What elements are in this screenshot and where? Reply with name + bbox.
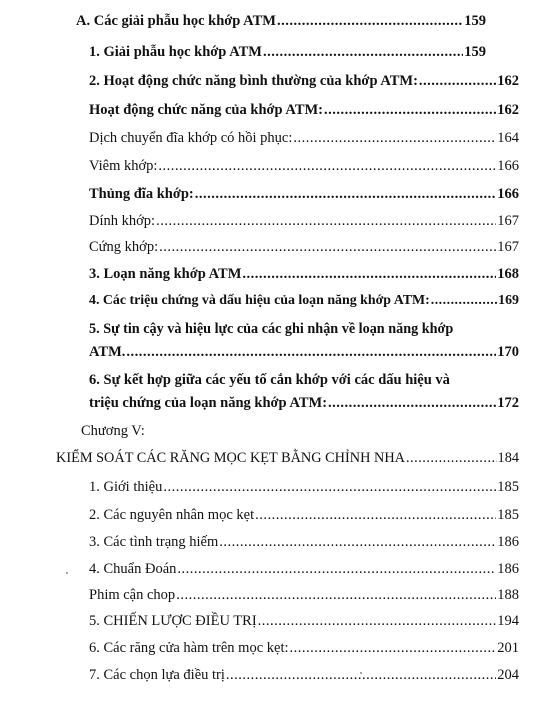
- toc-entry: [89, 101, 519, 119]
- toc-entry-title: 7. Các chọn lựa điều trị: [89, 667, 225, 683]
- toc-entry-title: 6. Các răng cửa hàm trên mọc kẹt:: [89, 640, 289, 656]
- toc-leader: [406, 449, 497, 467]
- toc-entry-line: [89, 320, 453, 338]
- toc-page-number: 159: [464, 44, 486, 60]
- toc-leader: [176, 586, 496, 604]
- toc-entry-title: 6. Sự kết hợp giữa các yếu tố cắn khớp với các dấu hiệu và: [89, 372, 450, 388]
- toc-entry: [89, 586, 519, 604]
- toc-page-number: 184: [497, 450, 519, 466]
- toc-page-number: 166: [497, 186, 519, 202]
- toc-page-number: 162: [497, 102, 519, 118]
- toc-page-number: 159: [464, 13, 486, 29]
- toc-entry-title: 3. Các tình trạng hiếm: [89, 534, 219, 550]
- toc-entry-title: 4. Chuẩn Đoán: [89, 561, 177, 577]
- toc-leader: [156, 212, 496, 230]
- toc-entry: [89, 157, 519, 175]
- toc-page-number: 166: [497, 158, 519, 174]
- toc-leader: [126, 343, 496, 361]
- toc-entry-title: Phim cận chop: [89, 587, 176, 603]
- toc-entry-title: KIỂM SOÁT CÁC RĂNG MỌC KẸT BẰNG CHỈNH NHA: [56, 450, 405, 466]
- toc-leader: [159, 238, 496, 256]
- scan-speck: [66, 572, 68, 574]
- toc-entry: [89, 129, 519, 147]
- toc-page-number: 167: [497, 213, 519, 229]
- toc-entry: [89, 639, 519, 657]
- toc-leader: [293, 129, 496, 147]
- toc-entry: [89, 506, 519, 524]
- toc-entry-title: Hoạt động chức năng của khớp ATM:: [89, 102, 324, 118]
- toc-leader: [242, 265, 496, 283]
- toc-page-number: 169: [498, 293, 519, 308]
- toc-leader: [195, 185, 496, 203]
- toc-page-number: 168: [497, 266, 519, 282]
- toc-leader: [158, 157, 496, 175]
- toc-entry-title: 3. Loạn năng khớp ATM: [89, 266, 242, 282]
- toc-page-number: 185: [497, 479, 519, 495]
- toc-entry: [89, 292, 519, 310]
- scan-speck: [360, 672, 362, 674]
- toc-entry: [89, 238, 519, 256]
- toc-leader: [290, 639, 497, 657]
- toc-page-number: 172: [497, 395, 519, 411]
- toc-leader: [226, 666, 496, 684]
- toc-leader: [431, 292, 497, 310]
- toc-leader: [255, 506, 496, 524]
- toc-entry: [89, 343, 519, 361]
- toc-entry-title: Dính khớp:: [89, 213, 156, 229]
- toc-page-number: 201: [497, 640, 519, 656]
- toc-entry-title: 2. Các nguyên nhân mọc kẹt: [89, 507, 255, 523]
- toc-entry: [89, 394, 519, 412]
- toc-leader: [277, 12, 463, 30]
- toc-entry-title: Dịch chuyển đĩa khớp có hồi phục:: [89, 130, 293, 146]
- toc-entry: [89, 533, 519, 551]
- toc-leader: [324, 101, 496, 119]
- toc-entry: [89, 612, 519, 630]
- toc-entry-title: 5. Sự tin cậy và hiệu lực của các ghi nhận về loạn năng khớp: [89, 321, 454, 337]
- toc-entry-title: ATM.: [89, 344, 126, 360]
- toc-entry: [89, 72, 519, 90]
- toc-page-number: 167: [497, 239, 519, 255]
- toc-page-number: 185: [497, 507, 519, 523]
- toc-leader: [219, 533, 496, 551]
- toc-entry-title: Thủng đĩa khớp:: [89, 186, 194, 202]
- toc-entry: [89, 478, 519, 496]
- toc-entry-title: triệu chứng của loạn năng khớp ATM:: [89, 395, 328, 411]
- toc-entry: [56, 449, 519, 467]
- toc-entry: [89, 666, 519, 684]
- toc-entry: [76, 12, 486, 30]
- toc-leader: [177, 560, 496, 578]
- toc-leader: [263, 43, 463, 61]
- toc-page-number: 186: [497, 561, 519, 577]
- toc-entry: [89, 265, 519, 283]
- toc-entry-title: 5. CHIẾN LƯỢC ĐIỀU TRỊ: [89, 613, 257, 629]
- toc-entry: [89, 212, 519, 230]
- toc-page-number: 162: [497, 73, 519, 89]
- toc-entry-title: Viêm khớp:: [89, 158, 158, 174]
- toc-entry-title: 2. Hoạt động chức năng bình thường của khớp ATM:: [89, 73, 418, 89]
- toc-leader: [328, 394, 496, 412]
- toc-entry: [89, 185, 519, 203]
- toc-entry-line: [89, 371, 450, 389]
- toc-entry-title: A. Các giải phẫu học khớp ATM: [76, 13, 276, 29]
- toc-entry: [89, 560, 519, 578]
- toc-page-number: 194: [497, 613, 519, 629]
- toc-entry-title: 1. Giải phẫu học khớp ATM: [89, 44, 262, 60]
- toc-page-number: 186: [497, 534, 519, 550]
- toc-entry-title: 4. Các triệu chứng và dấu hiệu của loạn năng khớp ATM:: [89, 293, 430, 308]
- toc-leader: [258, 612, 497, 630]
- toc-page-number: 204: [497, 667, 519, 683]
- toc-entry: [89, 43, 486, 61]
- toc-entry-title: Cứng khớp:: [89, 239, 159, 255]
- toc-leader: [163, 478, 496, 496]
- toc-page-number: 164: [497, 130, 519, 146]
- chapter-label-text: Chương V:: [81, 423, 145, 439]
- chapter-label: [81, 422, 145, 440]
- toc-leader: [419, 72, 496, 90]
- toc-page-number: 188: [497, 587, 519, 603]
- toc-page-number: 170: [497, 344, 519, 360]
- toc-entry-title: 1. Giới thiệu: [89, 479, 163, 495]
